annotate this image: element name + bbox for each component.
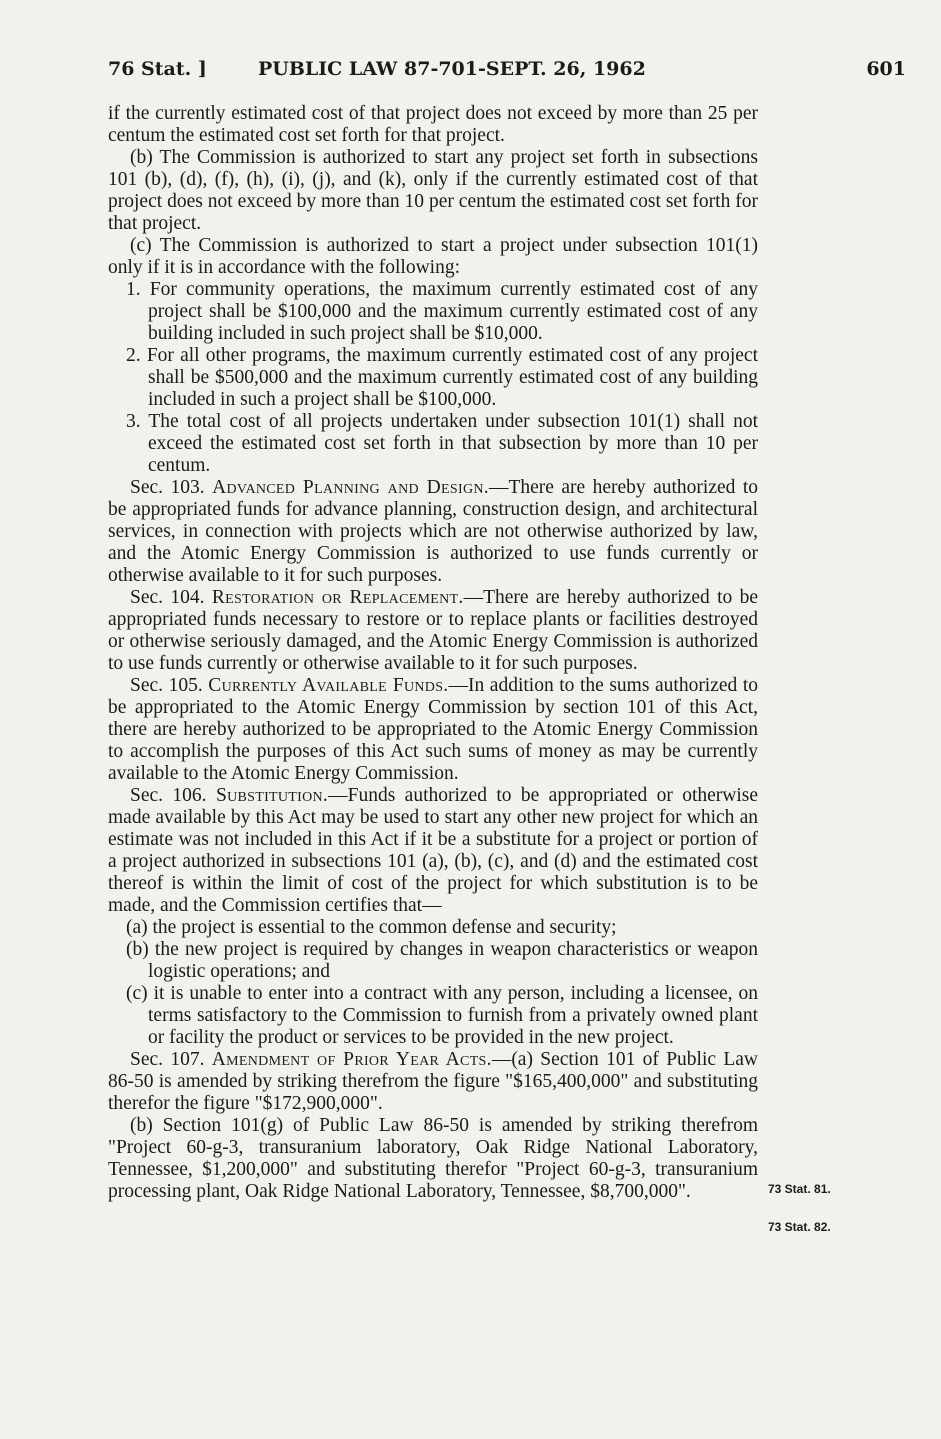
list-item: (c) it is unable to enter into a contract with any person, including a licensee, on terms satisfactory to the Commission to furnish from a privately owned plant or facility the product or services to be provided in the new project. bbox=[126, 983, 758, 1048]
section-text: —(a) Section 101 of Public Law 86-50 is amended by striking therefrom the figure "$165,400,000" and substituting therefor the figure "$172,900,000". bbox=[108, 1049, 758, 1114]
section-104 bbox=[108, 587, 758, 675]
section-106 bbox=[108, 785, 758, 917]
section-heading: Amendment of Prior Year Acts. bbox=[211, 1049, 492, 1070]
body-text bbox=[108, 103, 758, 1203]
list-item: (a) the project is essential to the common defense and security; bbox=[126, 917, 617, 938]
statute-volume: 76 Stat. ] bbox=[108, 58, 207, 80]
paragraph: (b) The Commission is authorized to start any project set forth in subsections 101 (b), (d), (f), (h), (i), (j), and (k), only if the currently estimated cost of that project does not exceed by more than 10 per centum the estimated cost set forth for that project. bbox=[108, 147, 758, 234]
section-number: Sec. 107. bbox=[130, 1049, 205, 1070]
margin-citation: 73 Stat. 81. bbox=[768, 1182, 831, 1196]
section-text: —There are hereby authorized to be appropriated funds for advance planning, construction design, and architectural services, in connection with projects which are not otherwise authorized by law, and the Atomic Energy Commission is authorized to use funds currently or otherwise available to it for such purposes. bbox=[108, 477, 758, 586]
paragraph: (c) The Commission is authorized to start a project under subsection 101(1) only if it is in accordance with the following: bbox=[108, 235, 758, 278]
section-103 bbox=[108, 477, 758, 587]
section-number: Sec. 106. bbox=[130, 785, 207, 806]
paragraph: (b) Section 101(g) of Public Law 86-50 is amended by striking therefrom "Project 60-g-3, transuranium laboratory, Oak Ridge National Laboratory, Tennessee, $1,200,000" and substituting therefor "Project 60-g-3, transuranium processing plant, Oak Ridge National Laboratory, Tennessee, $8,700,000". bbox=[108, 1115, 758, 1202]
paragraph: if the currently estimated cost of that project does not exceed by more than 25 per centum the estimated cost set forth for that project. bbox=[108, 103, 758, 146]
section-number: Sec. 103. bbox=[130, 477, 205, 498]
section-text: —In addition to the sums authorized to be appropriated to the Atomic Energy Commission by section 101 of this Act, there are hereby authorized to be appropriated to the Atomic Energy Commission to accomplish the purposes of this Act such sums of money as may be currently available to the Atomic Energy Commission. bbox=[108, 675, 759, 784]
section-text: —Funds authorized to be appropriated or otherwise made available by this Act may be used to start any other new project for which an estimate was not included in this Act if it be a substitute for a project or portion of a project authorized in subsections 101 (a), (b), (c), and (d) and the estimated cost thereof is within the limit of cost of the project for which substitution is to be made, and the Commission certifies that— bbox=[108, 785, 759, 916]
page-number: 601 bbox=[866, 58, 906, 80]
section-107 bbox=[108, 1049, 758, 1115]
section-heading: Restoration or Replacement. bbox=[211, 587, 464, 608]
list-item: 1. For community operations, the maximum currently estimated cost of any project shall be $100,000 and the maximum currently estimated cost of any building included in such project shall be $10,000. bbox=[126, 279, 758, 344]
section-heading: Currently Available Funds. bbox=[208, 675, 449, 696]
margin-citation: 73 Stat. 82. bbox=[768, 1220, 831, 1234]
section-number: Sec. 105. bbox=[130, 675, 203, 696]
section-heading: Advanced Planning and Design. bbox=[212, 477, 489, 498]
list-item: 2. For all other programs, the maximum currently estimated cost of any project shall be $500,000 and the maximum currently estimated cost of any building included in such a project shall be $100,000. bbox=[126, 345, 758, 410]
running-title: PUBLIC LAW 87-701-SEPT. 26, 1962 bbox=[258, 58, 646, 80]
section-text: —There are hereby authorized to be appropriated funds necessary to restore or to replace plants or facilities destroyed or otherwise seriously damaged, and the Atomic Energy Commission is authorized to use funds currently or otherwise available to it for such purposes. bbox=[108, 587, 758, 674]
list-item: (b) the new project is required by changes in weapon characteristics or weapon logistic operations; and bbox=[126, 939, 758, 982]
section-heading: Substitution. bbox=[215, 785, 329, 806]
list-item: 3. The total cost of all projects undertaken under subsection 101(1) shall not exceed the estimated cost set forth in that subsection by more than 10 per centum. bbox=[126, 411, 758, 476]
section-number: Sec. 104. bbox=[130, 587, 205, 608]
section-105 bbox=[108, 675, 758, 785]
page-header bbox=[108, 58, 906, 88]
